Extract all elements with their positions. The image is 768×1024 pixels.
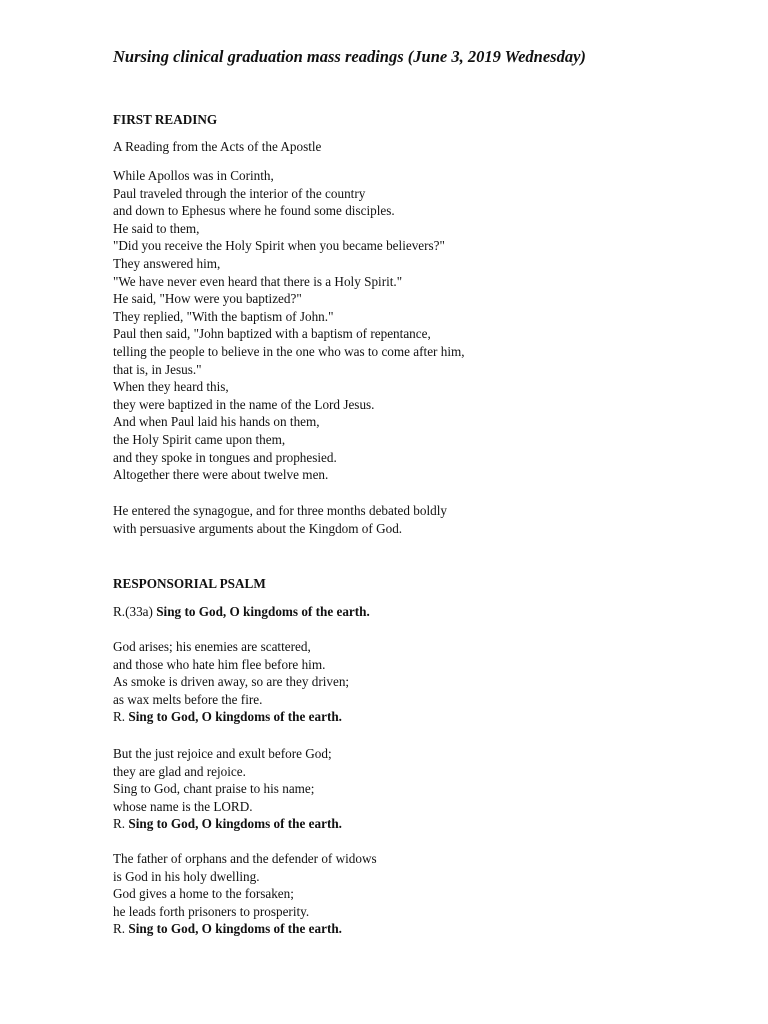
stanza-line: But the just rejoice and exult before God; — [113, 746, 332, 761]
reading-line: with persuasive arguments about the Kingdom of God. — [113, 520, 403, 536]
stanza-line: God arises; his enemies are scattered, — [113, 639, 311, 654]
response-text: Sing to God, O kingdoms of the earth. — [128, 816, 342, 832]
stanza-line: Sing to God, chant praise to his name; — [113, 781, 315, 797]
psalm-response-text: Sing to God, O kingdoms of the earth. — [156, 604, 370, 619]
stanza-response — [113, 815, 342, 833]
stanza-line: The father of orphans and the defender of widows — [113, 851, 377, 866]
stanza-line: As smoke is driven away, so are they driven; — [113, 674, 350, 690]
reading-line: Altogether there were about twelve men. — [113, 467, 329, 483]
psalm-heading: RESPONSORIAL PSALM — [113, 576, 266, 591]
reading-line: Paul then said, "John baptized with a baptism of repentance, — [113, 326, 431, 342]
reading-line: And when Paul laid his hands on them, — [113, 414, 320, 430]
reading-line: They replied, "With the baptism of John." — [113, 308, 334, 324]
reading-line: Paul traveled through the interior of the country — [113, 185, 366, 201]
first-reading-body — [113, 167, 465, 484]
reading-line: He entered the synagogue, and for three months debated boldly — [113, 503, 447, 518]
first-reading-body-2 — [113, 502, 447, 537]
stanza-line: is God in his holy dwelling. — [113, 868, 260, 884]
stanza-line: God gives a home to the forsaken; — [113, 886, 294, 902]
reading-line: telling the people to believe in the one who was to come after him, — [113, 343, 465, 359]
psalm-response-ref: R.(33a) — [113, 604, 153, 619]
stanza-response — [113, 920, 377, 938]
reading-line: He said to them, — [113, 220, 200, 236]
stanza-line: and those who hate him flee before him. — [113, 656, 326, 672]
reading-line: and they spoke in tongues and prophesied. — [113, 449, 337, 465]
reading-line: When they heard this, — [113, 379, 229, 395]
reading-line: They answered him, — [113, 255, 221, 271]
reading-line: While Apollos was in Corinth, — [113, 168, 274, 183]
first-reading-intro: A Reading from the Acts of the Apostle — [113, 139, 322, 154]
stanza-line: they are glad and rejoice. — [113, 763, 246, 779]
stanza-line: whose name is the LORD. — [113, 798, 253, 814]
reading-line: "Did you receive the Holy Spirit when you became believers?" — [113, 238, 445, 254]
reading-line: that is, in Jesus." — [113, 361, 202, 377]
response-label: R. — [113, 816, 126, 832]
psalm-stanza-1 — [113, 638, 349, 726]
reading-line: "We have never even heard that there is a Holy Spirit." — [113, 273, 403, 289]
response-text: Sing to God, O kingdoms of the earth. — [128, 921, 342, 937]
psalm-response-line — [113, 603, 370, 621]
reading-line: and down to Ephesus where he found some disciples. — [113, 203, 395, 219]
psalm-stanza-3 — [113, 850, 377, 938]
page-title: Nursing clinical graduation mass readings (June 3, 2019 Wednesday) — [113, 47, 586, 66]
stanza-line: he leads forth prisoners to prosperity. — [113, 903, 310, 919]
reading-line: they were baptized in the name of the Lord Jesus. — [113, 396, 375, 412]
psalm-stanza-2 — [113, 745, 342, 833]
reading-line: the Holy Spirit came upon them, — [113, 431, 286, 447]
stanza-line: as wax melts before the fire. — [113, 691, 263, 707]
response-label: R. — [113, 921, 126, 937]
reading-line: He said, "How were you baptized?" — [113, 291, 302, 307]
stanza-response — [113, 708, 349, 726]
response-label: R. — [113, 709, 126, 725]
first-reading-heading: FIRST READING — [113, 112, 218, 127]
response-text: Sing to God, O kingdoms of the earth. — [128, 709, 342, 725]
